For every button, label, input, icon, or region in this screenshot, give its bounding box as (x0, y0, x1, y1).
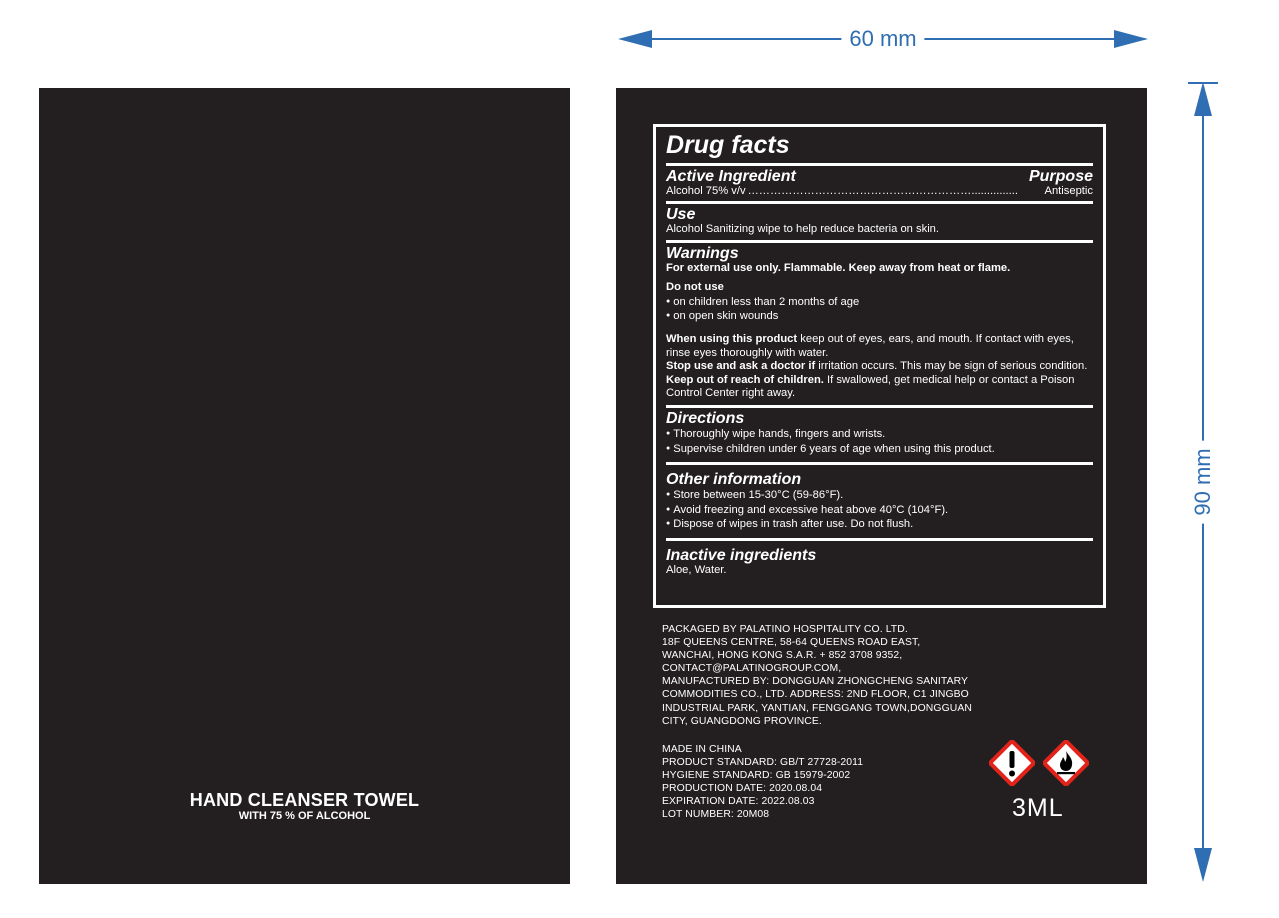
divider (666, 240, 1093, 243)
other-info-item: ● Store between 15-30°C (59-86°F). (666, 488, 1093, 503)
ingredient: Alcohol 75% v/v (666, 185, 746, 197)
arrow-right-icon (1114, 30, 1148, 48)
arrow-down-icon (1194, 848, 1212, 882)
company-info-line: MANUFACTURED BY: DONGGUAN ZHONGCHENG SANITARY (662, 676, 969, 688)
product-info (662, 743, 863, 822)
stop-use-text: irritation occurs. This may be sign of serious condition. (815, 360, 1088, 373)
product-title: HAND CLEANSER TOWEL (189, 790, 420, 810)
do-not-use-item: ● on children less than 2 months of age (666, 295, 1093, 310)
product-info-line: HYGIENE STANDARD: GB 15979-2002 (662, 770, 851, 782)
warnings-bold-text: For external use only. Flammable. Keep away from heat or flame. (666, 261, 1011, 274)
keep-out-paragraph (666, 374, 1093, 401)
other-info-item: ● Dispose of wipes in trash after use. Do not flush. (666, 517, 1093, 532)
use-text: Alcohol Sanitizing wipe to help reduce bacteria on skin. (666, 223, 940, 235)
drug-facts-box (653, 124, 1106, 608)
purpose: Antiseptic (1044, 185, 1093, 197)
use-heading: Use (666, 206, 696, 223)
width-dimension (618, 24, 1148, 54)
divider (666, 201, 1093, 204)
do-not-use-item: ● on open skin wounds (666, 309, 1093, 324)
company-info (662, 623, 972, 728)
warnings-heading: Warnings (666, 244, 739, 262)
inactive-ingredients-text: Aloe, Water. (666, 563, 727, 576)
company-info-line: CITY, GUANGDONG PROVINCE. (662, 715, 822, 727)
inactive-ingredients-heading: Inactive ingredients (666, 546, 817, 564)
divider (666, 462, 1093, 465)
product-info-line: EXPIRATION DATE: 2022.08.03 (662, 796, 815, 808)
when-using-bold: When using this product (666, 332, 798, 345)
product-info-line: MADE IN CHINA (662, 744, 742, 755)
product-info-line: PRODUCTION DATE: 2020.08.04 (662, 783, 823, 795)
hazard-icons (989, 740, 1099, 790)
active-ingredient-heading: Active Ingredient (666, 168, 796, 185)
ingredient-dots: ……………………………………………………............... (747, 185, 1018, 197)
keep-out-bold: Keep out of reach of children. (666, 373, 824, 386)
active-ingredient-header (666, 168, 1093, 185)
flammable-flame-icon (1043, 740, 1089, 786)
volume-label: 3ML (1012, 794, 1064, 822)
ingredient-row (666, 185, 1093, 198)
purpose-heading: Purpose (1028, 168, 1093, 185)
when-using-paragraph (666, 333, 1093, 360)
other-info-heading: Other information (666, 471, 802, 489)
directions-item: ● Thoroughly wipe hands, fingers and wrists. (666, 427, 1093, 442)
drug-facts-title: Drug facts (666, 131, 790, 159)
product-info-line: PRODUCT STANDARD: GB/T 27728-2011 (662, 757, 864, 769)
divider (666, 538, 1093, 541)
height-dimension (1188, 82, 1218, 882)
exclamation-mark-icon (989, 740, 1035, 786)
front-label-panel (39, 88, 570, 884)
stop-use-bold: Stop use and ask a doctor if (666, 360, 816, 373)
divider (666, 163, 1093, 166)
company-info-line: CONTACT@PALATINOGROUP.COM, (662, 663, 842, 675)
divider (666, 405, 1093, 408)
other-info-item: ● Avoid freezing and excessive heat above 40°C (104°F). (666, 503, 1093, 518)
back-label-panel (616, 88, 1147, 884)
keep-out-text: If swallowed, get medical help or contact a Poison Control Center right away. (666, 373, 1075, 400)
width-label: 60 mm (841, 24, 924, 54)
do-not-use-heading: Do not use (666, 281, 724, 294)
stop-use-paragraph (666, 360, 1093, 374)
directions-heading: Directions (666, 409, 745, 427)
product-info-line: LOT NUMBER: 20M08 (662, 809, 770, 821)
company-info-line: COMMODITIES CO., LTD. ADDRESS: 2ND FLOOR, C1 JINGBO (662, 689, 969, 701)
company-info-line: PACKAGED BY PALATINO HOSPITALITY CO. LTD. (662, 624, 908, 635)
company-info-line: 18F QUEENS CENTRE, 58-64 QUEENS ROAD EAST, (662, 637, 921, 649)
directions-item: ● Supervise children under 6 years of age when using this product. (666, 442, 1093, 457)
height-label: 90 mm (1188, 440, 1218, 523)
when-using-text: keep out of eyes, ears, and mouth. If contact with eyes, rinse eyes thoroughly with water. (666, 332, 1074, 359)
company-info-line: WANCHAI, HONG KONG S.A.R. + 852 3708 9352, (662, 650, 903, 662)
company-info-line: INDUSTRIAL PARK, YANTIAN, FENGGANG TOWN,DONGGUAN (662, 702, 973, 714)
product-subtitle: WITH 75 % OF ALCOHOL (238, 810, 371, 822)
